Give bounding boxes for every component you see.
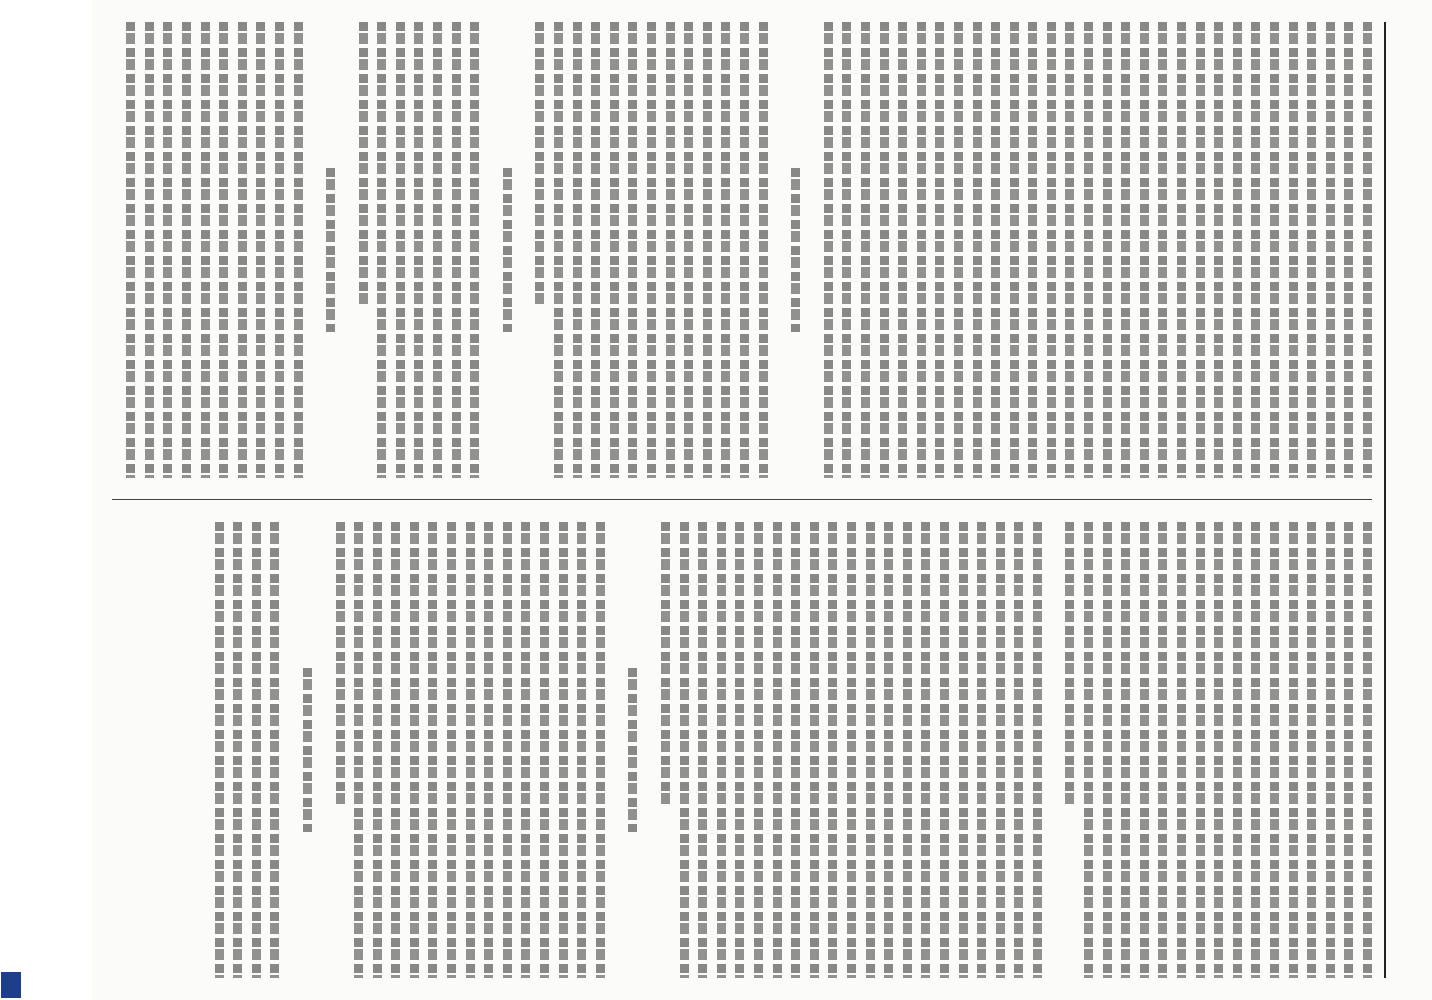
column-divider — [112, 499, 1372, 500]
text-line-texture — [1214, 22, 1223, 478]
text-line-texture — [628, 22, 637, 478]
text-line-texture — [684, 22, 693, 478]
text-line-texture — [810, 522, 819, 978]
text-line-texture — [898, 22, 907, 478]
text-line-texture — [326, 168, 335, 332]
text-line-texture — [921, 522, 930, 978]
text-line-texture — [452, 22, 461, 478]
text-line-texture — [1289, 22, 1298, 478]
text-line-texture — [433, 22, 442, 478]
right-text-column — [112, 522, 1372, 978]
text-line-texture — [935, 22, 944, 478]
text-line-texture — [1289, 522, 1298, 978]
paragraph-gap — [768, 22, 782, 478]
text-line-texture — [1344, 22, 1353, 478]
text-line-texture — [1363, 522, 1372, 978]
text-line-texture — [182, 22, 191, 478]
text-line-texture — [1140, 22, 1149, 478]
text-line-texture — [1177, 22, 1186, 478]
text-line-texture — [954, 22, 963, 478]
text-line-texture — [1103, 22, 1112, 478]
text-line-texture — [661, 522, 670, 805]
text-line-texture — [503, 168, 512, 332]
text-line-texture — [252, 522, 261, 978]
text-line-texture — [791, 168, 800, 332]
text-line-texture — [535, 22, 544, 305]
paragraph-gap — [335, 22, 349, 478]
text-line-texture — [410, 522, 419, 978]
text-line-texture — [1270, 22, 1279, 478]
text-line-texture — [336, 522, 345, 805]
text-line-texture — [791, 522, 800, 978]
text-line-texture — [647, 22, 656, 478]
paragraph-gap — [479, 22, 493, 478]
text-line-texture — [754, 522, 763, 978]
text-line-texture — [1233, 22, 1242, 478]
text-line-texture — [1066, 22, 1075, 478]
text-line-texture — [275, 22, 284, 478]
text-line-texture — [126, 22, 135, 478]
text-line-texture — [591, 22, 600, 478]
text-line-texture — [270, 522, 279, 978]
text-line-texture — [1196, 522, 1205, 978]
text-line-texture — [294, 22, 303, 478]
right-column-illegible-texture — [215, 522, 1372, 978]
text-line-texture — [1014, 522, 1023, 978]
text-line-texture — [415, 22, 424, 478]
paragraph-gap — [312, 522, 326, 978]
text-line-texture — [466, 522, 475, 978]
text-line-texture — [1084, 522, 1093, 978]
text-line-texture — [215, 522, 224, 978]
text-line-texture — [773, 522, 782, 978]
text-line-texture — [1326, 22, 1335, 478]
text-line-texture — [698, 522, 707, 978]
text-line-texture — [201, 22, 210, 478]
paragraph-gap — [1042, 522, 1056, 978]
paragraph-gap — [303, 22, 317, 478]
text-line-texture — [559, 522, 568, 978]
text-line-texture — [880, 22, 889, 478]
text-line-texture — [866, 522, 875, 978]
text-line-texture — [373, 522, 382, 978]
text-line-texture — [219, 22, 228, 478]
left-text-column — [112, 22, 1372, 478]
paragraph-gap — [800, 22, 814, 478]
text-line-texture — [1196, 22, 1205, 478]
text-line-texture — [1251, 522, 1260, 978]
text-line-texture — [1066, 522, 1075, 805]
text-line-texture — [1158, 22, 1167, 478]
text-line-texture — [991, 22, 1000, 478]
text-line-texture — [354, 522, 363, 978]
text-line-texture — [303, 668, 312, 832]
text-line-texture — [1121, 522, 1130, 978]
paragraph-gap — [279, 522, 293, 978]
text-line-texture — [1158, 522, 1167, 978]
text-line-texture — [996, 522, 1005, 978]
text-line-texture — [721, 22, 730, 478]
text-line-texture — [573, 22, 582, 478]
text-line-texture — [238, 22, 247, 478]
text-line-texture — [977, 522, 986, 978]
text-line-texture — [1270, 522, 1279, 978]
text-line-texture — [163, 22, 172, 478]
text-line-texture — [842, 22, 851, 478]
text-line-texture — [429, 522, 438, 978]
text-line-texture — [503, 522, 512, 978]
text-line-texture — [703, 22, 712, 478]
digitization-footer-strip — [0, 0, 22, 1000]
paragraph-gap — [512, 22, 526, 478]
text-line-texture — [256, 22, 265, 478]
running-header — [1384, 22, 1420, 978]
text-line-texture — [484, 522, 493, 978]
text-line-texture — [554, 22, 563, 478]
text-line-texture — [759, 22, 768, 478]
text-line-texture — [396, 22, 405, 478]
text-line-texture — [973, 22, 982, 478]
text-line-texture — [1103, 522, 1112, 978]
text-line-texture — [1214, 522, 1223, 978]
text-line-texture — [1307, 22, 1316, 478]
text-line-texture — [377, 22, 386, 478]
text-line-texture — [391, 522, 400, 978]
dfg-logo-icon — [1, 972, 21, 998]
text-line-texture — [717, 522, 726, 978]
text-line-texture — [1121, 22, 1130, 478]
text-line-texture — [735, 522, 744, 978]
text-line-texture — [1177, 522, 1186, 978]
scanned-page — [92, 0, 1432, 1000]
text-line-texture — [1344, 522, 1353, 978]
text-line-texture — [680, 522, 689, 978]
text-line-texture — [1140, 522, 1149, 978]
text-line-texture — [610, 22, 619, 478]
text-line-texture — [1033, 522, 1042, 978]
text-line-texture — [959, 522, 968, 978]
text-line-texture — [917, 22, 926, 478]
text-line-texture — [666, 22, 675, 478]
text-line-texture — [447, 522, 456, 978]
text-line-texture — [1047, 22, 1056, 478]
text-line-texture — [1363, 22, 1372, 478]
text-line-texture — [233, 522, 242, 978]
text-line-texture — [1307, 522, 1316, 978]
text-line-texture — [521, 522, 530, 978]
text-line-texture — [903, 522, 912, 978]
text-line-texture — [1326, 522, 1335, 978]
text-line-texture — [359, 22, 368, 305]
text-line-texture — [884, 522, 893, 978]
text-line-texture — [577, 522, 586, 978]
text-line-texture — [596, 522, 605, 978]
text-line-texture — [145, 22, 154, 478]
text-line-texture — [861, 22, 870, 478]
text-line-texture — [1251, 22, 1260, 478]
text-line-texture — [740, 22, 749, 478]
text-line-texture — [824, 22, 833, 478]
text-line-texture — [847, 522, 856, 978]
text-line-texture — [470, 22, 479, 478]
text-line-texture — [1028, 22, 1037, 478]
left-column-illegible-texture — [126, 22, 1372, 478]
paragraph-gap — [637, 522, 651, 978]
text-line-texture — [1084, 22, 1093, 478]
text-line-texture — [828, 522, 837, 978]
text-line-texture — [540, 522, 549, 978]
text-line-texture — [1233, 522, 1242, 978]
text-line-texture — [940, 522, 949, 978]
paragraph-gap — [605, 522, 619, 978]
text-line-texture — [628, 668, 637, 832]
text-line-texture — [1010, 22, 1019, 478]
